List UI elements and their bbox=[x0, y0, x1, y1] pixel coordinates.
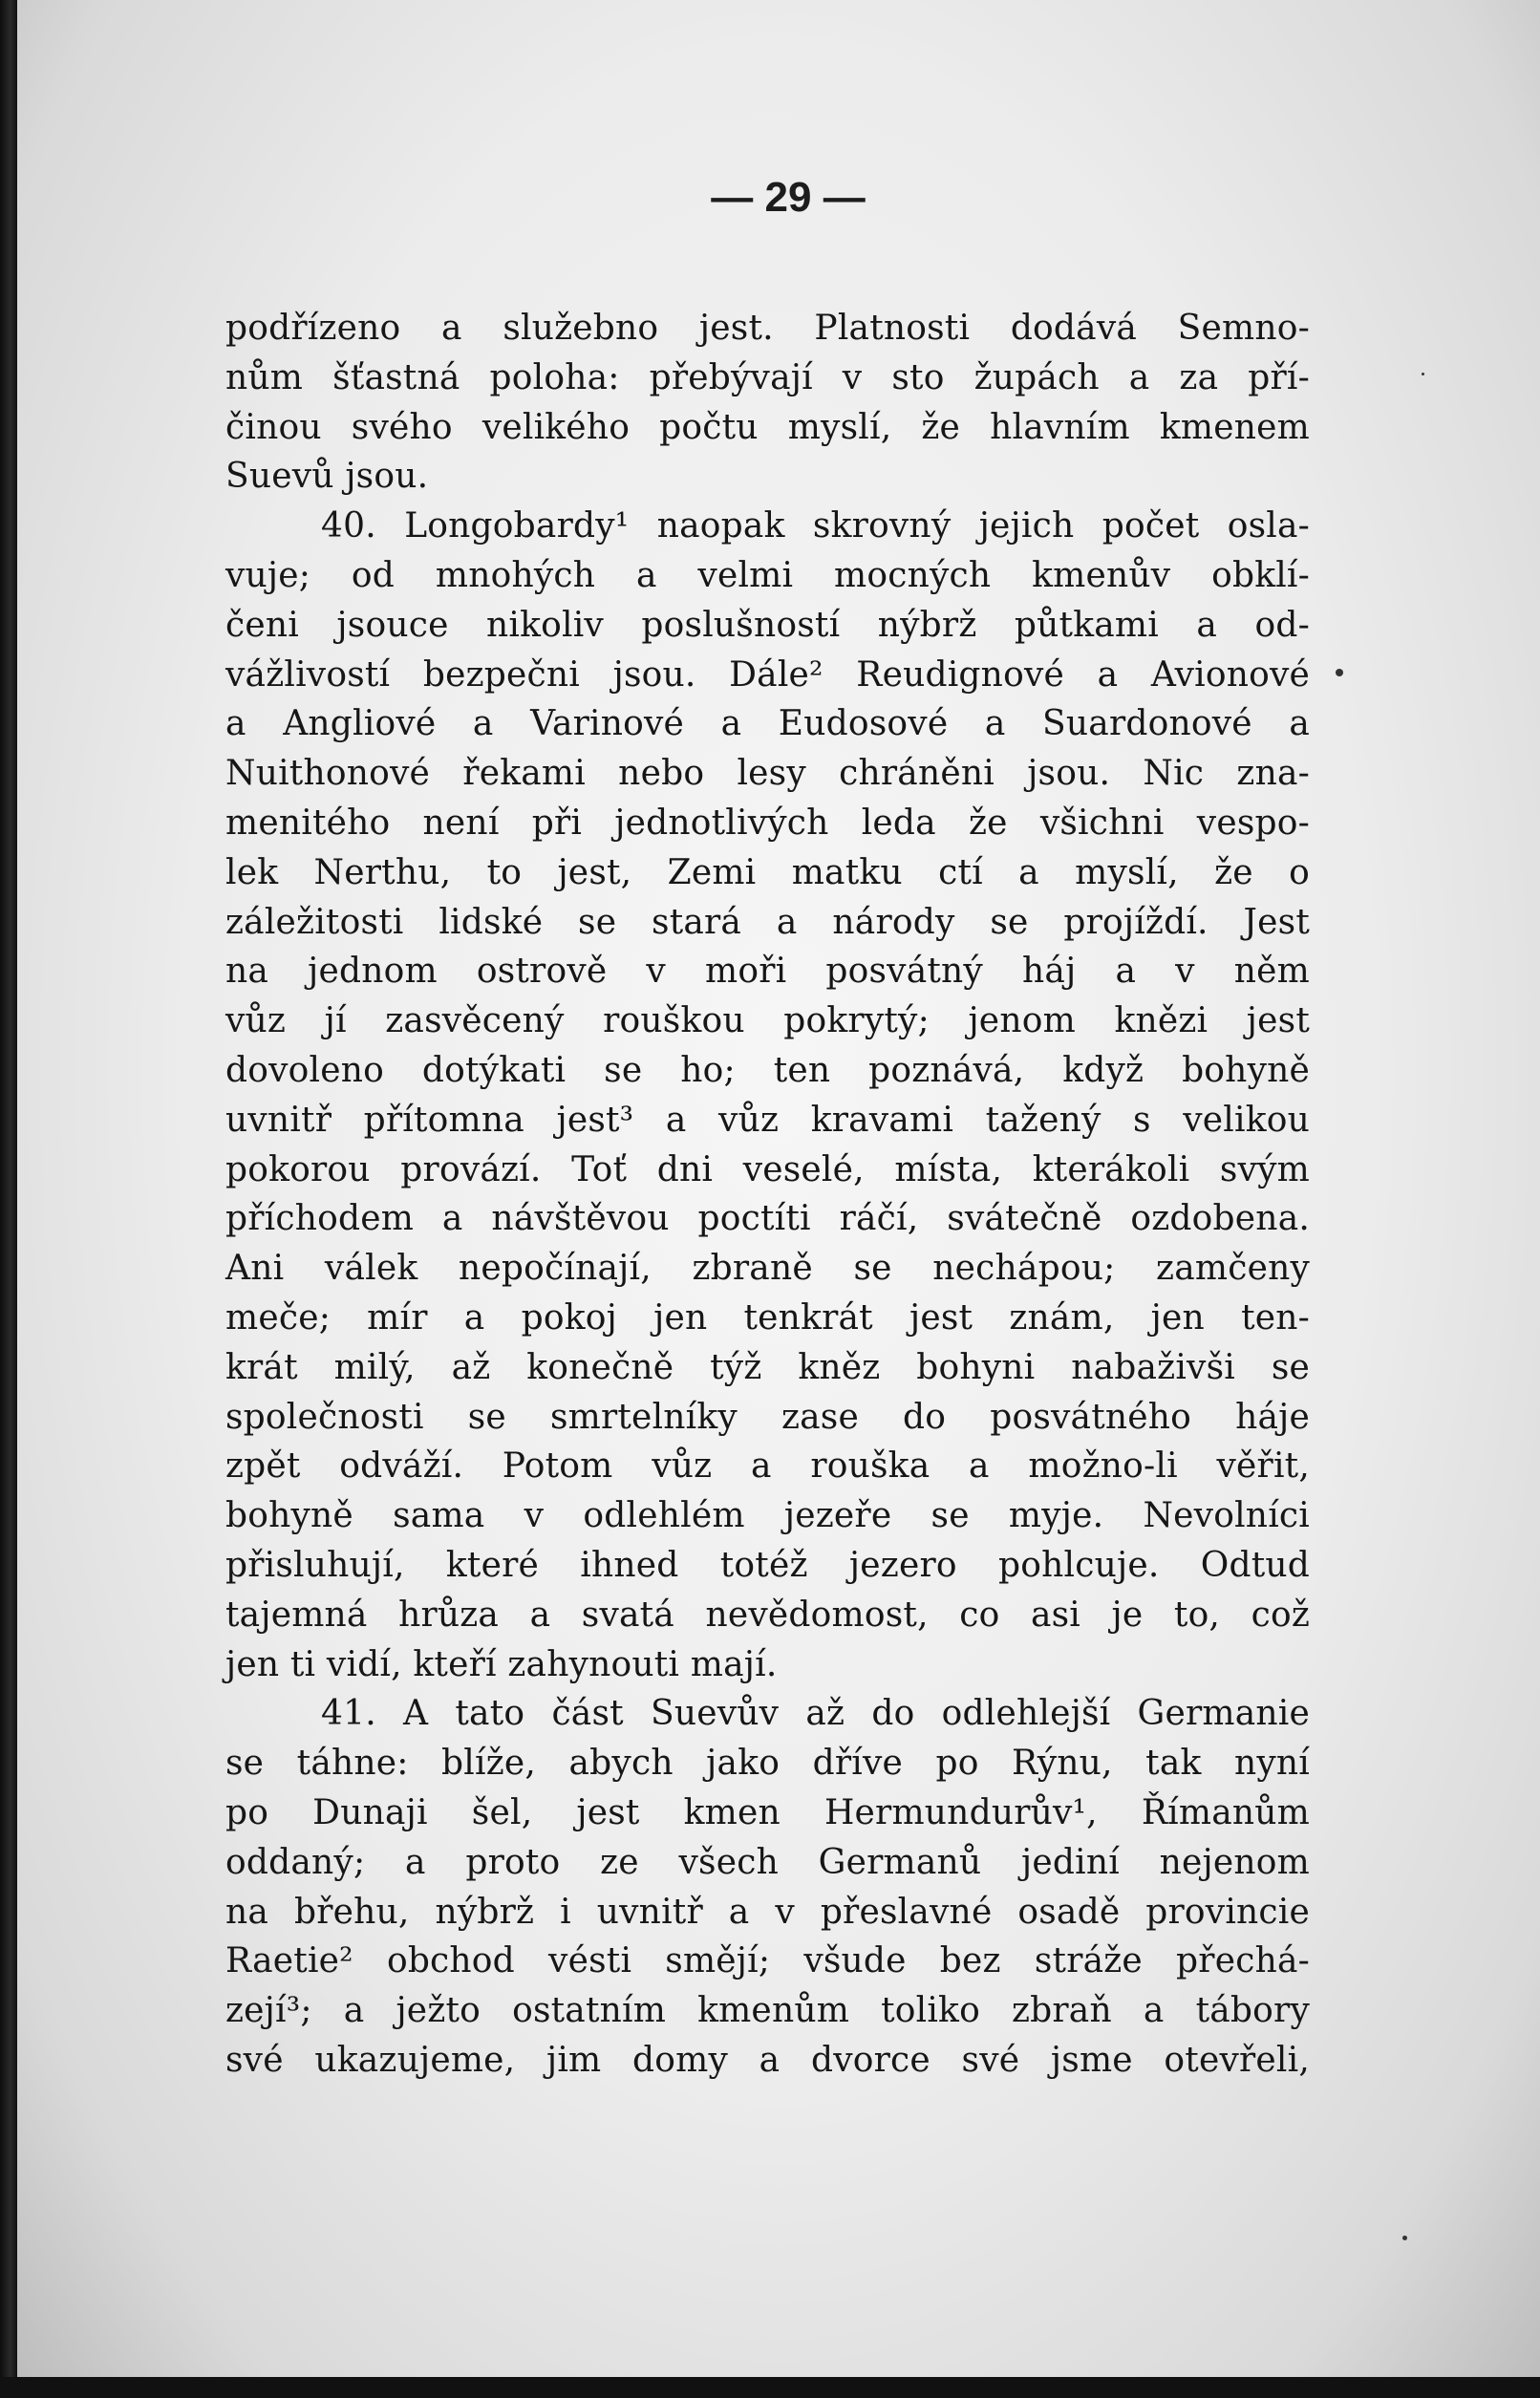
text-line: vážlivostí bezpečni jsou. Dále² Reudignové a Avionové bbox=[225, 654, 1310, 695]
text-line: společnosti se smrtelníky zase do posvátného háje bbox=[225, 1397, 1310, 1437]
text-line: tajemná hrůza a svatá nevědomost, co asi je to, což bbox=[225, 1595, 1310, 1635]
text-line: uvnitř přítomna jest³ a vůz kravami tažený s velikou bbox=[225, 1100, 1310, 1140]
text-line: zejí³; a ježto ostatním kmenům toliko zbraň a tábory bbox=[225, 1991, 1310, 2031]
text-line: záležitosti lidské se stará a národy se projíždí. Jest bbox=[225, 902, 1310, 942]
print-speck bbox=[1336, 669, 1343, 676]
text-line: a Angliové a Varinové a Eudosové a Suardonové a bbox=[225, 704, 1310, 744]
text-line: činou svého velikého počtu myslí, že hlavním kmenem bbox=[225, 407, 1310, 447]
text-line: oddaný; a proto ze všech Germanů jediní nejenom bbox=[225, 1842, 1310, 1882]
text-line: vůz jí zasvěcený rouškou pokrytý; jenom knězi jest bbox=[225, 1001, 1310, 1041]
text-line: 40. Longobardy¹ naopak skrovný jejich počet osla- bbox=[321, 506, 1310, 546]
text-line: pokorou provází. Toť dni veselé, místa, kterákoli svým bbox=[225, 1149, 1310, 1189]
book-spine-shadow bbox=[0, 0, 17, 2398]
print-speck bbox=[1402, 2236, 1407, 2240]
text-line: bohyně sama v odlehlém jezeře se myje. Nevolníci bbox=[225, 1496, 1310, 1536]
text-line: přisluhují, které ihned totéž jezero pohlcuje. Odtud bbox=[225, 1545, 1310, 1585]
book-page bbox=[17, 0, 1540, 2379]
text-line: meče; mír a pokoj jen tenkrát jest znám, jen ten- bbox=[225, 1297, 1310, 1338]
page-number: — 29 — bbox=[711, 174, 866, 221]
text-line: krát milý, až konečně týž kněz bohyni nabaživši se bbox=[225, 1347, 1310, 1387]
text-line: na jednom ostrově v moři posvátný háj a v něm bbox=[225, 952, 1310, 992]
text-line: Raetie² obchod vésti smějí; všude bez stráže přechá- bbox=[225, 1941, 1310, 1981]
text-line: Nuithonové řekami nebo lesy chráněni jsou. Nic zna- bbox=[225, 754, 1310, 794]
text-line: Ani válek nepočínají, zbraně se nechápou; zamčeny bbox=[225, 1249, 1310, 1289]
page-bottom-edge bbox=[0, 2377, 1540, 2398]
print-speck bbox=[1422, 373, 1424, 375]
text-line: Suevů jsou. bbox=[225, 457, 429, 497]
text-line: po Dunaji šel, jest kmen Hermundurův¹, Římanům bbox=[225, 1792, 1310, 1832]
body-text bbox=[225, 304, 1310, 2086]
text-line: nům šťastná poloha: přebývají v sto župách a za pří- bbox=[225, 357, 1310, 397]
text-line: zpět odváží. Potom vůz a rouška a možno-li věřit, bbox=[225, 1446, 1310, 1487]
text-line: menitého není při jednotlivých leda že všichni vespo- bbox=[225, 803, 1310, 843]
text-line: na břehu, nýbrž i uvnitř a v přeslavné osadě provincie bbox=[225, 1892, 1310, 1932]
text-line: podřízeno a služebno jest. Platnosti dodává Semno- bbox=[225, 309, 1310, 348]
text-line: čeni jsouce nikoliv poslušností nýbrž půtkami a od- bbox=[225, 605, 1310, 645]
text-line: jen ti vidí, kteří zahynouti mají. bbox=[225, 1644, 778, 1684]
text-line: své ukazujeme, jim domy a dvorce své jsme otevřeli, bbox=[225, 2040, 1310, 2080]
text-line: dovoleno dotýkati se ho; ten poznává, když bohyně bbox=[225, 1050, 1310, 1090]
text-line: příchodem a návštěvou poctíti ráčí, svátečně ozdobena. bbox=[225, 1199, 1310, 1239]
text-line: 41. A tato část Suevův až do odlehlejší Germanie bbox=[321, 1694, 1310, 1734]
text-line: lek Nerthu, to jest, Zemi matku ctí a myslí, že o bbox=[225, 852, 1310, 892]
text-line: se táhne: blíže, abych jako dříve po Rýnu, tak nyní bbox=[225, 1744, 1310, 1784]
text-line: vuje; od mnohých a velmi mocných kmenův obklí- bbox=[225, 555, 1310, 595]
